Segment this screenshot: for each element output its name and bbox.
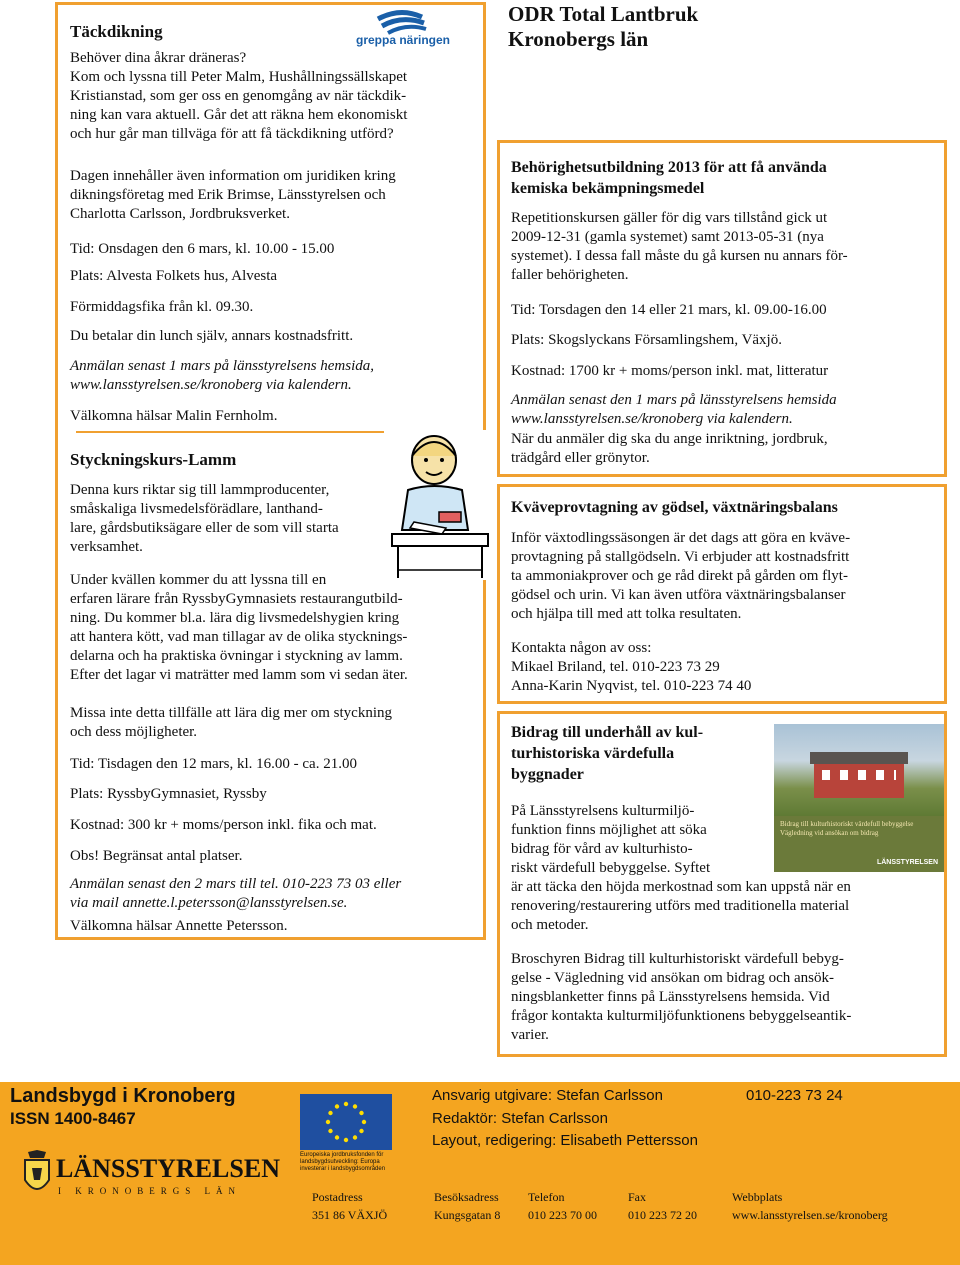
kvave-kontakt	[511, 639, 751, 696]
text-line: Broschyren Bidrag till kulturhistoriskt värdefull bebyg-	[511, 951, 844, 967]
lans-name: LÄNSSTYRELSEN	[56, 1154, 280, 1183]
tackdikning-lunch: Du betalar din lunch själv, annars kostnadsfritt.	[70, 328, 354, 344]
styckning-kostnad: Kostnad: 300 kr + moms/person inkl. fika och mat.	[70, 817, 377, 833]
footer	[0, 1082, 960, 1265]
text-line: 351 86 VÄXJÖ	[312, 1208, 388, 1222]
text-line: Bidrag till kulturhistoriskt värdefull bebyggelse	[780, 820, 914, 828]
text-line: byggnader	[511, 766, 584, 783]
text-line: bidrag för vård av kulturhisto-	[511, 841, 693, 857]
text-line: verksamhet.	[70, 539, 143, 555]
lans-sub: I KRONOBERGS LÄN	[58, 1186, 242, 1196]
text-line: Europeiska jordbruksfonden för	[300, 1152, 384, 1158]
behorighet-kostnad: Kostnad: 1700 kr + moms/person inkl. mat, litteratur	[511, 363, 829, 379]
footer-webb	[732, 1190, 888, 1223]
text-line: Kronobergs län	[508, 27, 649, 51]
text-line: provtagning på stallgödseln. Vi erbjuder att kostnadsfritt	[511, 549, 850, 565]
text-line: Anna-Karin Nyqvist, tel. 010-223 74 40	[511, 678, 752, 694]
text-line: turhistoriska värdefulla	[511, 745, 675, 762]
text-line: Dagen innehåller även information om juridiken kring	[70, 168, 396, 184]
styckning-tid: Tid: Tisdagen den 12 mars, kl. 16.00 - ca. 21.00	[70, 756, 357, 772]
text-line: Anmälan senast den 2 mars till tel. 010-223 73 03 eller	[70, 876, 402, 892]
text-line: småskaliga livsmedelsförädlare, lanthand-	[70, 501, 323, 517]
text-line: Bidrag till underhåll av kul-	[511, 724, 704, 741]
text-line: trädgård eller grönytor.	[511, 450, 650, 466]
tackdikning-title: Täckdikning	[70, 22, 163, 41]
eu-flag	[300, 1094, 392, 1150]
text-line: Telefon	[528, 1190, 565, 1204]
text-line: www.lansstyrelsen.se/kronoberg via kalendern.	[511, 411, 793, 427]
text-line: På Länsstyrelsens kulturmiljö-	[511, 803, 695, 819]
text-line: varier.	[511, 1027, 549, 1043]
text-line: Kom och lyssna till Peter Malm, Hushållningssällskapet	[70, 69, 408, 85]
webb-link[interactable]: www.lansstyrelsen.se/kronoberg	[732, 1208, 888, 1222]
styckning-anmalan	[70, 875, 401, 913]
text-line: lare, gårdsbutiksägare eller de som vill starta	[70, 520, 339, 536]
kvave-title: Kväveprovtagning av gödsel, växtnäringsbalans	[511, 499, 838, 516]
text-line: och hjälpa till med att tolka resultaten.	[511, 606, 742, 622]
styckning-obs: Obs! Begränsat antal platser.	[70, 848, 243, 864]
footer-redaktor: Redaktör: Stefan Carlsson	[432, 1110, 608, 1127]
footer-layout: Layout, redigering: Elisabeth Pettersson	[432, 1132, 698, 1149]
behorighet-body	[511, 209, 848, 285]
text-line: ning kan vara aktuell. Går det att räkna hem ekonomiskt	[70, 107, 408, 123]
text-line: Postadress	[312, 1190, 363, 1204]
text-line: faller behörigheten.	[511, 267, 629, 283]
text-line: Charlotta Carlsson, Jordbruksverket.	[70, 206, 290, 222]
text-line: renovering/restaurering utförs med traditionella material	[511, 898, 850, 914]
house-windows	[822, 770, 896, 780]
behorighet-title	[511, 157, 827, 199]
brochure-brand: LÄNSSTYRELSEN	[876, 859, 938, 866]
text-line: När du anmäler dig ska du ange inriktning, jordbruk,	[511, 431, 828, 447]
behorighet-plats: Plats: Skogslyckans Församlingshem, Växjö.	[511, 332, 782, 348]
bidrag-box	[497, 711, 947, 1057]
tackdikning-info	[70, 167, 396, 224]
footer-fax	[628, 1190, 697, 1223]
text-line: 010 223 72 20	[628, 1208, 697, 1222]
text-line: frågor kontakta kulturmiljöfunktionens bebyggelseantik-	[511, 1008, 852, 1024]
teacher-illustration-icon	[384, 430, 494, 580]
text-line: ning. Du kommer bl.a. lära dig livsmedelshygien kring	[70, 610, 400, 626]
text-line: dikningsföretag med Erik Brimse, Länsstyrelsen och	[70, 187, 386, 203]
text-line: och hur går man tillväga för att få täckdikning utförd?	[70, 126, 394, 142]
text-line: är att täcka den höjda merkostnad som kan uppstå när en	[511, 879, 851, 895]
kvave-box	[497, 484, 947, 704]
text-line: Behörighetsutbildning 2013 för att få använda	[511, 159, 827, 176]
text-line: gelse - Vägledning vid ansökan om bidrag och ansök-	[511, 970, 834, 986]
footer-issn: ISSN 1400-8467	[10, 1109, 136, 1128]
behorighet-inriktning	[511, 430, 828, 468]
teacher-illustration	[384, 430, 494, 580]
text-line: riskt värdefull bebyggelse. Syftet	[511, 860, 711, 876]
footer-postadress	[312, 1190, 387, 1223]
styckning-plats: Plats: RyssbyGymnasiet, Ryssby	[70, 786, 267, 802]
footer-ansvarig-tel: 010-223 73 24	[746, 1087, 843, 1104]
styckning-intro	[70, 481, 339, 557]
text-line: Fax	[628, 1190, 646, 1204]
text-line: Kungsgatan 8	[434, 1208, 501, 1222]
footer-ansvarig: Ansvarig utgivare: Stefan Carlsson	[432, 1087, 663, 1104]
text-line: Vägledning vid ansökan om bidrag	[780, 829, 879, 837]
text-line: och dess möjligheter.	[70, 724, 198, 740]
text-line: systemet). I dessa fall måste du gå kursen nu annars för-	[511, 248, 848, 264]
text-line: 2009-12-31 (gamla systemet) samt 2013-05-31 (nya	[511, 229, 824, 245]
footer-telefon	[528, 1190, 597, 1223]
styckning-body	[70, 571, 408, 685]
text-line: att hantera kött, vad man tillagar av de olika stycknings-	[70, 629, 408, 645]
text-line: via mail annette.l.petersson@lansstyrelsen.se.	[70, 895, 348, 911]
tackdikning-plats: Plats: Alvesta Folkets hus, Alvesta	[70, 268, 278, 284]
styckning-title: Styckningskurs-Lamm	[70, 450, 237, 469]
text-line: kemiska bekämpningsmedel	[511, 180, 705, 197]
text-line: investerar i landsbygdsområden	[300, 1166, 386, 1172]
styckning-valkomna: Välkomna hälsar Annette Petersson.	[70, 918, 288, 934]
kvave-body	[511, 529, 850, 624]
lansstyrelsen-crest-icon	[22, 1150, 52, 1200]
text-line: Besöksadress	[434, 1190, 499, 1204]
tackdikning-tid: Tid: Onsdagen den 6 mars, kl. 10.00 - 15.00	[70, 241, 335, 257]
footer-besok	[434, 1190, 500, 1223]
bidrag-brochure	[511, 950, 851, 1045]
eu-flag-icon	[300, 1094, 392, 1150]
text-line: Mikael Briland, tel. 010-223 73 29	[511, 659, 720, 675]
behorighet-tid: Tid: Torsdagen den 14 eller 21 mars, kl. 09.00-16.00	[511, 302, 827, 318]
behorighet-anmalan	[511, 391, 837, 429]
text-line: Denna kurs riktar sig till lammproducenter,	[70, 482, 330, 498]
odr-title	[508, 2, 698, 52]
text-line: Webbplats	[732, 1190, 783, 1204]
text-line: Kontakta någon av oss:	[511, 640, 652, 656]
text-line: Missa inte detta tillfälle att lära dig mer om styckning	[70, 705, 393, 721]
tackdikning-anmalan	[70, 357, 374, 395]
text-line: Kristianstad, som ger oss en genomgång av när täckdik-	[70, 88, 407, 104]
text-line: www.lansstyrelsen.se/kronoberg via kalendern.	[70, 377, 352, 393]
bidrag-title	[511, 722, 703, 785]
text-line: Repetitionskursen gäller för dig vars tillstånd gick ut	[511, 210, 828, 226]
text-line: gödsel och urin. Vi kan även utföra växtnäringsbalanser	[511, 587, 846, 603]
text-line: Anmälan senast 1 mars på länsstyrelsens hemsida,	[70, 358, 375, 374]
footer-pub-title: Landsbygd i Kronoberg	[10, 1085, 236, 1107]
text-line: delarna och ha praktiska övningar i styckning av lamm.	[70, 648, 403, 664]
text-line: Inför växtodlingssäsongen är det dags att göra en kväve-	[511, 530, 851, 546]
tackdikning-fika: Förmiddagsfika från kl. 09.30.	[70, 299, 254, 315]
tackdikning-intro	[70, 49, 407, 144]
lansstyrelsen-logo	[22, 1148, 282, 1204]
text-line: landsbygdsutveckling: Europa	[300, 1159, 380, 1165]
text-line: funktion finns möjlighet att söka	[511, 822, 707, 838]
tackdikning-valkomna: Välkomna hälsar Malin Fernholm.	[70, 408, 278, 424]
greppa-logo	[356, 9, 478, 49]
bidrag-body	[511, 802, 851, 935]
behorighet-box	[497, 140, 947, 477]
text-line: ta ammoniakprover och ge råd direkt på gården om flyt-	[511, 568, 848, 584]
text-line: erfaren lärare från RyssbyGymnasiets restaurangutbild-	[70, 591, 403, 607]
text-line: Efter det lagar vi maträtter med lamm som vi sedan äter.	[70, 667, 408, 683]
text-line: Anmälan senast den 1 mars på länsstyrelsens hemsida	[511, 392, 837, 408]
house-roof	[810, 752, 908, 764]
greppa-logo-text: greppa näringen	[356, 33, 451, 47]
text-line: 010 223 70 00	[528, 1208, 597, 1222]
house-shape	[814, 762, 904, 798]
text-line: och metoder.	[511, 917, 589, 933]
text-line: ningsblanketter finns på Länsstyrelsens hemsida. Vid	[511, 989, 830, 1005]
text-line: Under kvällen kommer du att lyssna till en	[70, 572, 327, 588]
eu-caption	[300, 1152, 385, 1173]
styckning-missa	[70, 704, 392, 742]
text-line: Behöver dina åkrar dräneras?	[70, 50, 247, 66]
text-line: ODR Total Lantbruk	[508, 2, 699, 26]
